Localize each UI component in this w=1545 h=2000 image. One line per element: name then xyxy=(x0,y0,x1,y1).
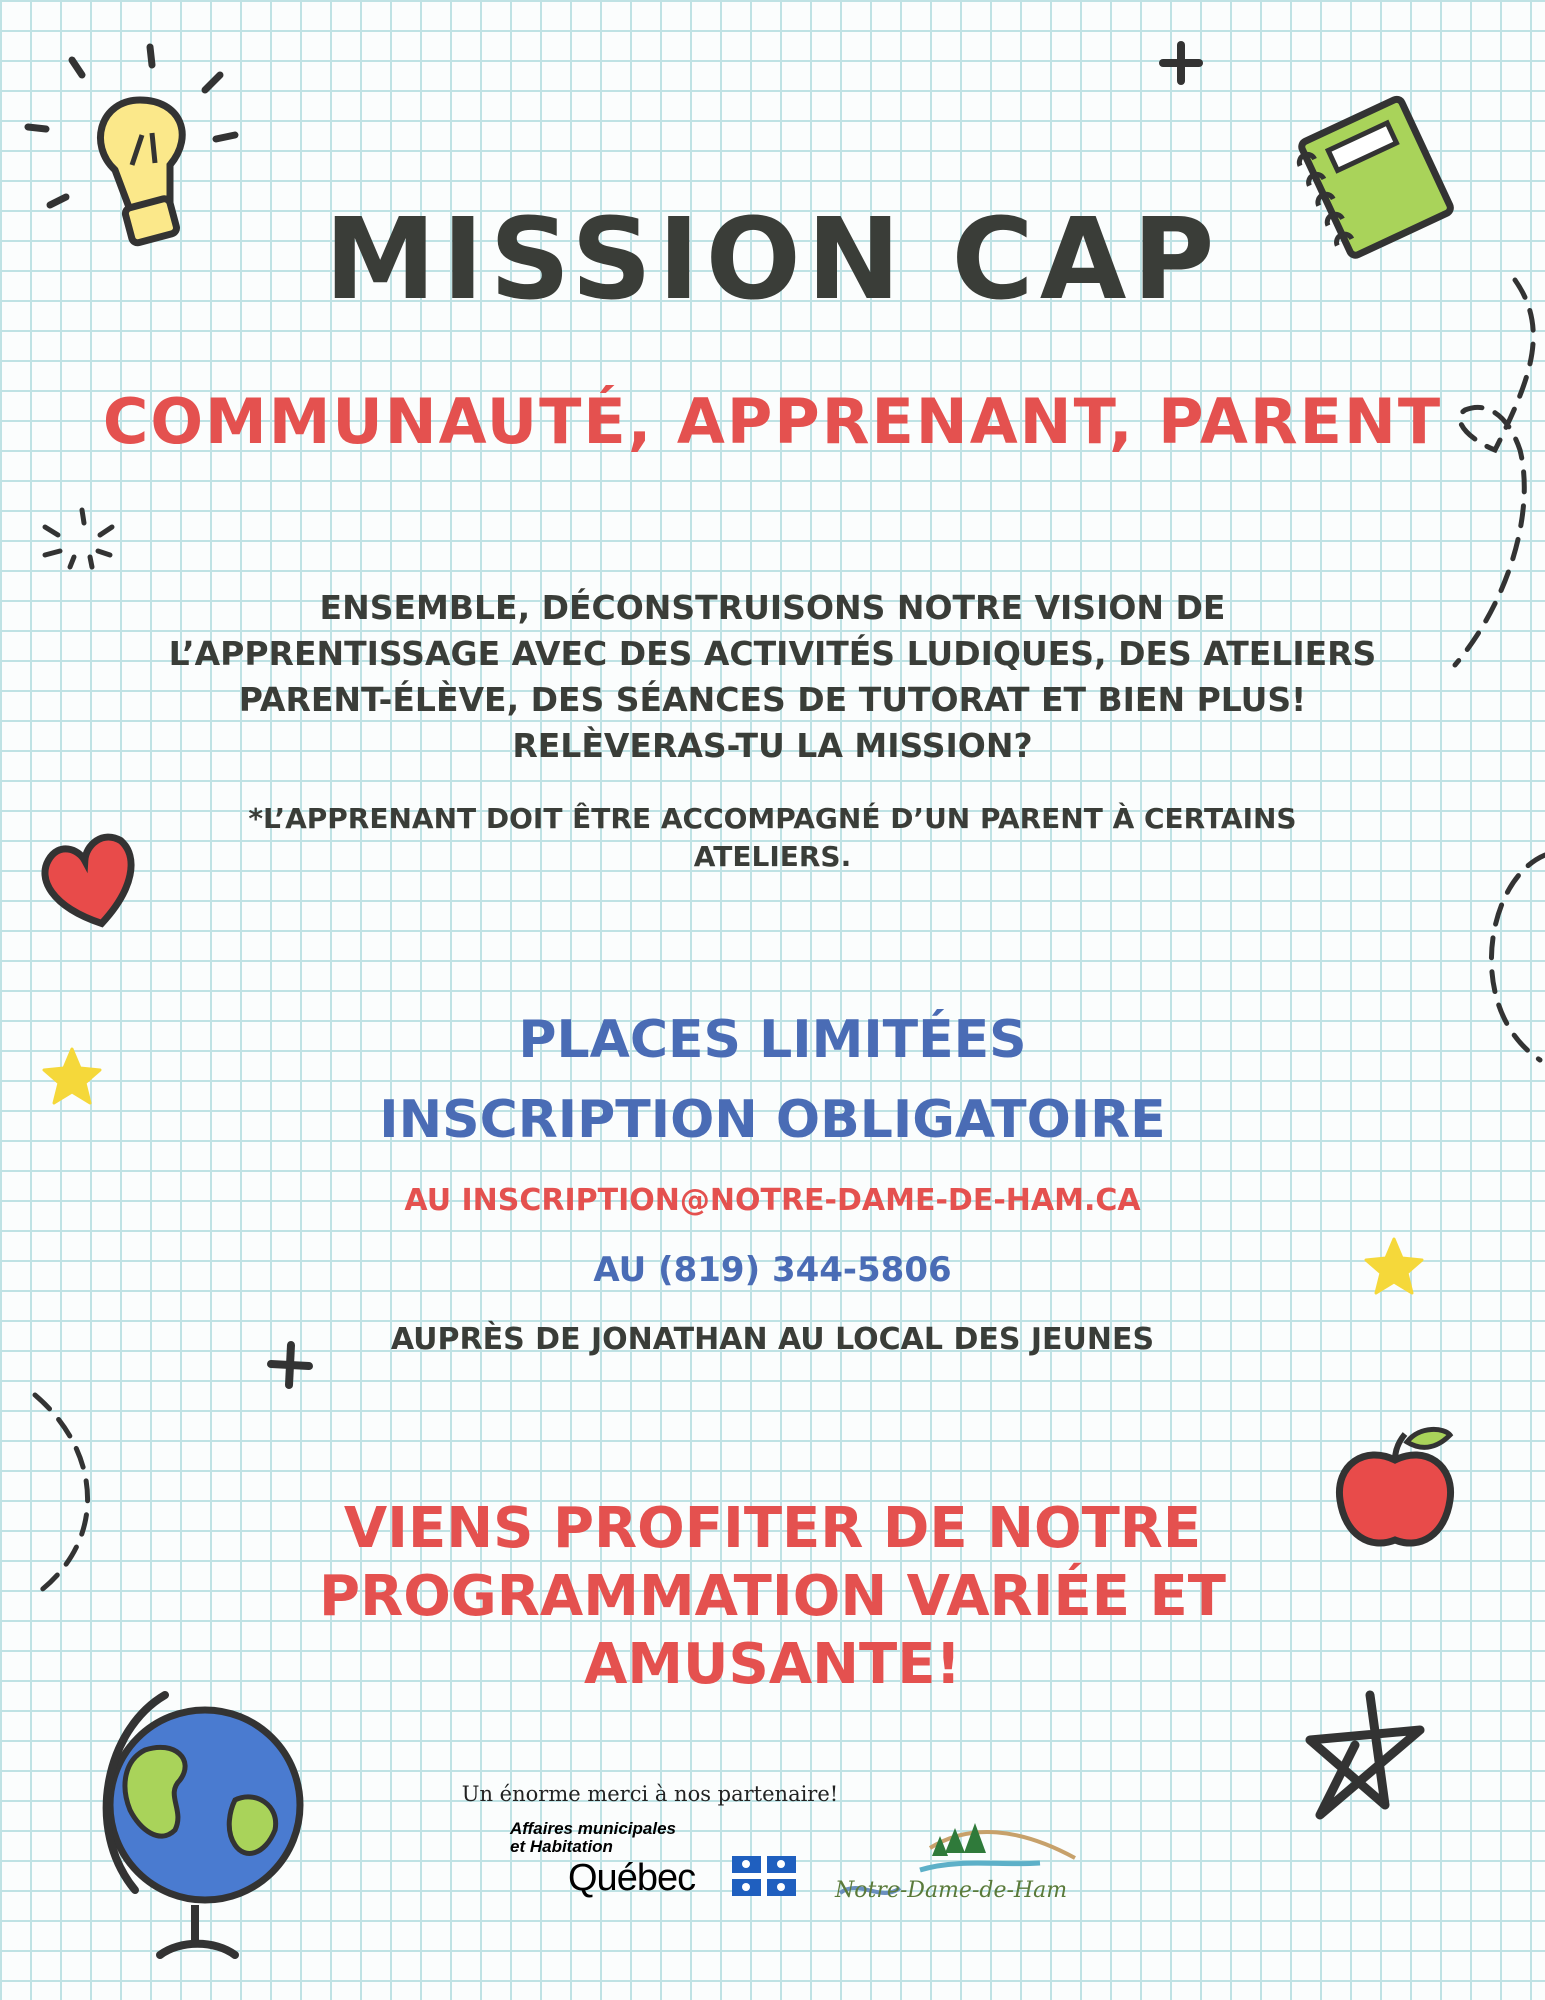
dashed-swirl-decoration xyxy=(1430,270,1545,670)
places-limited: PLACES LIMITÉES xyxy=(518,1010,1027,1070)
contact-local: AUPRÈS DE JONATHAN AU LOCAL DES JEUNES xyxy=(390,1322,1155,1357)
sparkle-decoration xyxy=(40,505,120,575)
contact-phone[interactable]: AU (819) 344-5806 xyxy=(593,1250,952,1290)
hand-drawn-star-icon xyxy=(1295,1685,1435,1825)
globe-icon xyxy=(85,1680,310,1970)
call-to-action: VIENS PROFITER DE NOTRE PROGRAMMATION VARIÉE ET AMUSANTE! xyxy=(319,1496,1226,1697)
note: *L’APPRENANT DOIT ÊTRE ACCOMPAGNÉ D’UN PARENT À CERTAINS ATELIERS. xyxy=(248,802,1297,873)
description: ENSEMBLE, DÉCONSTRUISONS NOTRE VISION DE L’APPRENTISSAGE AVEC DES ACTIVITÉS LUDIQUES, DES ATELIERS PARENT-ÉLÈVE, DES SÉANCES DE TUTORAT ET BIEN PLUS! RELÈVERAS-TU LA MISSION? xyxy=(168,588,1377,765)
contact-email[interactable]: AU INSCRIPTION@NOTRE-DAME-DE-HAM.CA xyxy=(404,1183,1141,1218)
quebec-partner-logo xyxy=(510,1820,810,1900)
ndh-logo-text: Notre-Dame-de-Ham xyxy=(835,1878,1068,1903)
ndh-logo-graphic xyxy=(820,1818,1100,1918)
dashed-arc-decoration xyxy=(30,1390,100,1600)
subtitle: COMMUNAUTÉ, APPRENANT, PARENT xyxy=(102,385,1443,458)
apple-icon xyxy=(1325,1420,1465,1560)
places-block xyxy=(0,1000,1545,1160)
registration-required: INSCRIPTION OBLIGATOIRE xyxy=(379,1090,1166,1150)
quebec-flag-icon xyxy=(732,1856,796,1896)
heart-icon xyxy=(35,825,145,940)
quebec-name: Québec xyxy=(568,1857,696,1899)
quebec-ministry-line1: Affaires municipales xyxy=(510,1819,676,1838)
partners-thanks: Un énorme merci à nos partenaire! xyxy=(461,1782,839,1806)
cross-icon xyxy=(1158,40,1204,86)
notre-dame-de-ham-logo xyxy=(820,1818,1100,1918)
quebec-ministry-line2: et Habitation xyxy=(510,1837,613,1856)
page-title: MISSION CAP xyxy=(324,195,1221,325)
